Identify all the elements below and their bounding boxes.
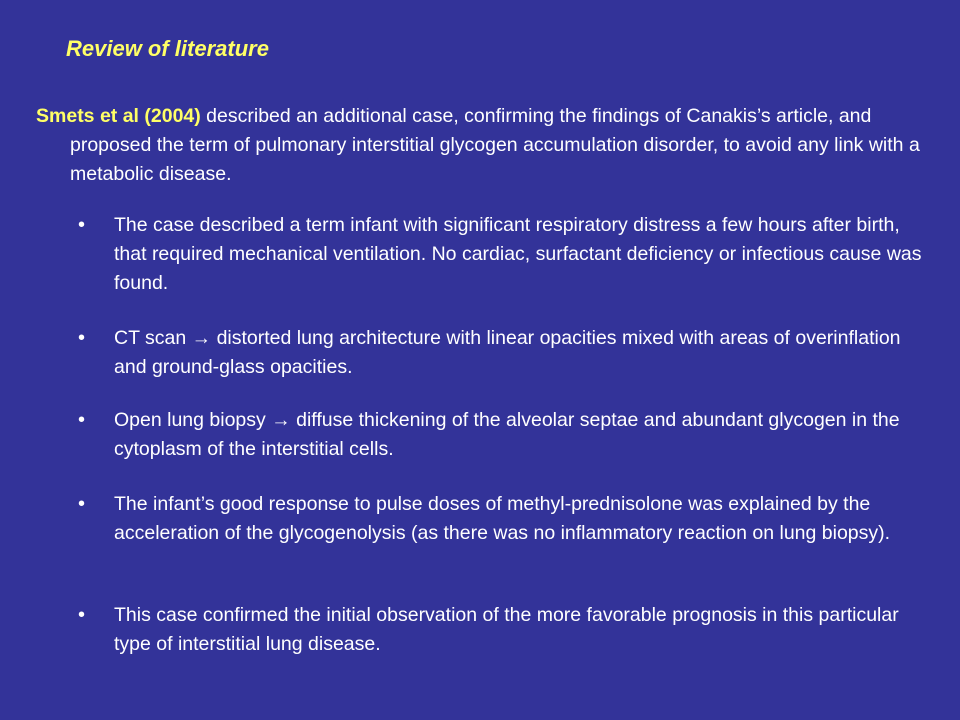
bullet-text: Open lung biopsy → diffuse thickening of the alveolar septae and abundant glycogen in the cytoplasm of the interstitial cells. (114, 409, 900, 460)
bullet-dot-icon: • (78, 409, 86, 431)
bullet-dot-icon: • (78, 214, 86, 236)
bullet-text: This case confirmed the initial observation of the more favorable prognosis in this particular type of interstitial lung disease. (114, 604, 899, 655)
intro-text: described an additional case, confirming the findings of Canakis’s article, and proposed the term of pulmonary interstitial glycogen accumulation disorder, to avoid any link with a metabolic disease. (70, 105, 920, 185)
bullet-item (78, 406, 924, 464)
bullet-item (78, 211, 924, 298)
bullet-text: CT scan → distorted lung architecture with linear opacities mixed with areas of overinflation and ground-glass opacities. (114, 327, 901, 378)
bullet-dot-icon: • (78, 493, 86, 515)
slide-title: Review of literature (66, 36, 269, 61)
bullet-dot-icon: • (78, 604, 86, 626)
intro-author: Smets et al (2004) (36, 105, 201, 127)
bullet-item (78, 324, 924, 382)
bullet-dot-icon: • (78, 327, 86, 349)
bullet-item (78, 490, 924, 548)
bullet-text: The infant’s good response to pulse doses of methyl-prednisolone was explained by the acceleration of the glycogenolysis (as there was no inflammatory reaction on lung biopsy). (114, 493, 891, 544)
bullet-text: The case described a term infant with significant respiratory distress a few hours after birth, that required mechanical ventilation. No cardiac, surfactant deficiency or infectious cause was found. (114, 214, 922, 294)
bullet-item (78, 601, 924, 659)
